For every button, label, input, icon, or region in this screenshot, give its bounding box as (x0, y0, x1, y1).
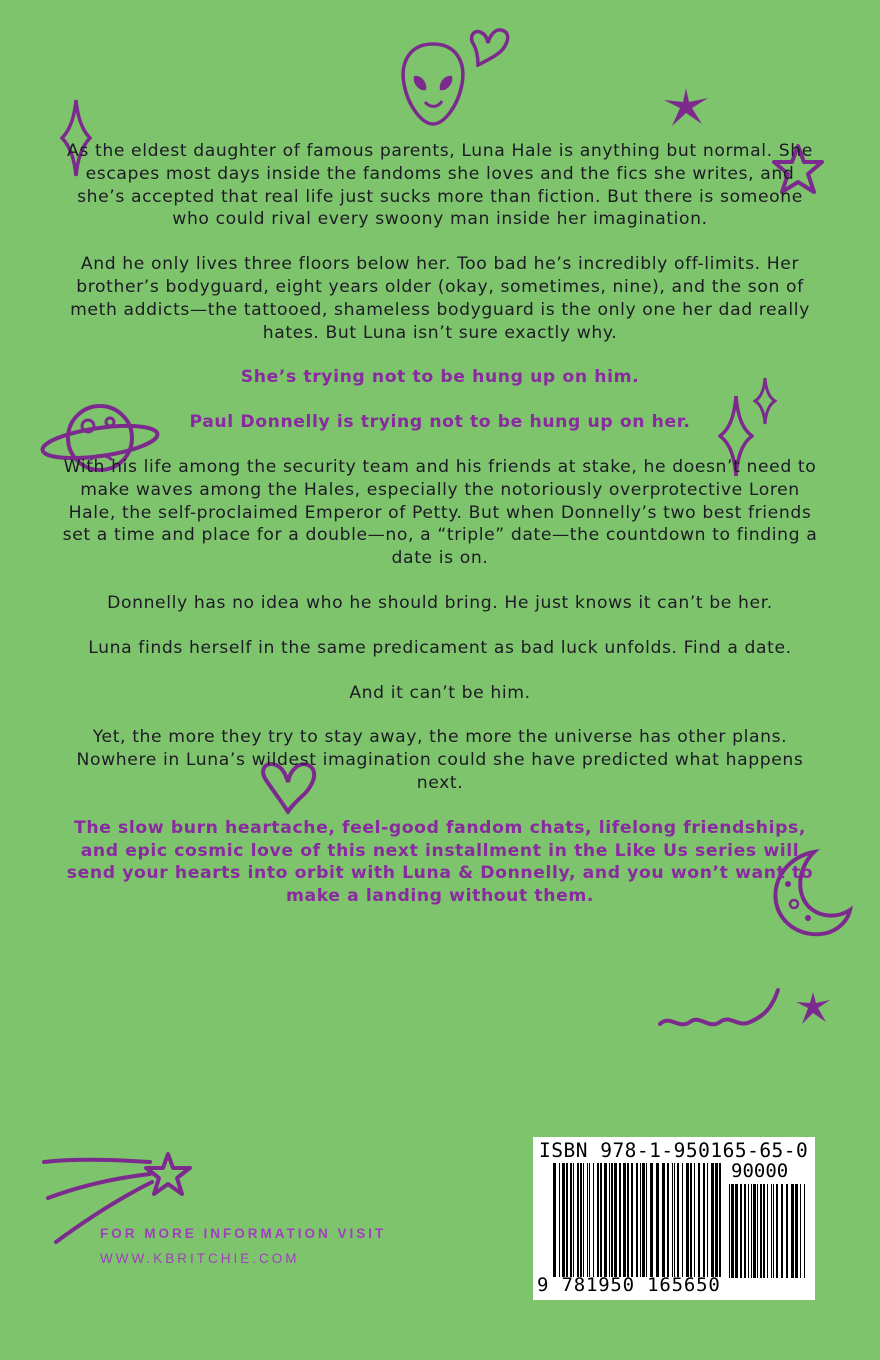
barcode-bar (686, 1163, 689, 1277)
price-addon-number: 90000 (731, 1160, 789, 1182)
barcode-bar (597, 1163, 599, 1277)
barcode-bar (570, 1163, 572, 1277)
barcode-bar (656, 1163, 659, 1277)
barcode-bar (795, 1184, 798, 1278)
blurb-highlight: Paul Donnelly is trying not to be hung up on her. (189, 412, 691, 433)
barcode-bar (573, 1163, 574, 1277)
barcode-bar (786, 1184, 788, 1278)
barcode-bar (698, 1163, 700, 1277)
barcode-bar (609, 1163, 610, 1277)
barcode-bar (566, 1163, 568, 1277)
barcode-bar (791, 1184, 794, 1278)
barcode-bar (781, 1184, 783, 1278)
barcode-bar (636, 1163, 638, 1277)
barcode-bar (580, 1163, 582, 1277)
barcode-bar (767, 1184, 768, 1278)
barcode-bar (646, 1163, 647, 1277)
barcode-bar (804, 1184, 805, 1278)
barcode-bar (583, 1163, 584, 1277)
barcode-bar (715, 1163, 718, 1277)
blurb-tagline: The slow burn heartache, feel-good fandom chats, lifelong friendships, and epic cosmic love of this next installment in the Like Us series will send your hearts into orbit with Luna & Donnelly, and you won’t want to make a landing without them. (66, 817, 814, 907)
barcode-bar (553, 1163, 556, 1277)
barcode-bar (776, 1184, 778, 1278)
barcode-bar (604, 1163, 607, 1277)
isbn-label: ISBN 978-1-950165-65-0 (539, 1139, 809, 1162)
alien-icon (398, 40, 468, 128)
barcode-bar (631, 1163, 633, 1277)
blurb-paragraph: Yet, the more they try to stay away, the more the universe has other plans. Nowhere in Luna’s wildest imagination could she have predicted what happens next. (76, 727, 804, 793)
barcode-bar (662, 1163, 665, 1277)
ean-digits: 9 781950 165650 (537, 1274, 721, 1296)
barcode-bar (600, 1163, 602, 1277)
barcode-bar (667, 1163, 669, 1277)
barcode-bar (674, 1163, 675, 1277)
barcode-bar (729, 1184, 730, 1278)
barcode-bar (627, 1163, 629, 1277)
barcode-bar (763, 1184, 765, 1278)
barcode-bar (677, 1163, 679, 1277)
barcode-bar (748, 1184, 749, 1278)
sparkle-icon (662, 86, 710, 128)
sparkle-icon (794, 990, 832, 1026)
barcode-bar (751, 1184, 752, 1278)
blurb-paragraph: And it can’t be him. (349, 682, 531, 703)
barcode-bar (623, 1163, 626, 1277)
barcode-bar (682, 1163, 683, 1277)
heart-icon (466, 25, 512, 67)
more-info-heading: FOR MORE INFORMATION VISIT (100, 1226, 387, 1241)
barcode-bar (642, 1163, 645, 1277)
blurb-paragraph: Luna finds herself in the same predicament as bad luck unfolds. Find a date. (88, 637, 792, 658)
addon-barcode-bars (729, 1184, 809, 1278)
blurb-paragraph: And he only lives three floors below her. Too bad he’s incredibly off-limits. Her brother’s bodyguard, eight years older (okay, sometimes, nine), and the son of meth addicts—the tattooed, shameless bodyguard is the only one her dad really hates. But Luna isn’t sure exactly why. (70, 254, 810, 343)
barcode-bar (707, 1163, 708, 1277)
barcode-bar (593, 1163, 594, 1277)
isbn-barcode (533, 1137, 815, 1300)
blurb-paragraph: Donnelly has no idea who he should bring. He just knows it can’t be her. (107, 592, 773, 613)
barcode-bar (800, 1184, 801, 1278)
barcode-bar (753, 1184, 756, 1278)
barcode-bar (690, 1163, 692, 1277)
barcode-bar (694, 1163, 695, 1277)
back-cover-blurb (60, 140, 820, 930)
barcode-bar (760, 1184, 762, 1278)
barcode-bar (735, 1184, 738, 1278)
barcode-bar (589, 1163, 590, 1277)
barcode-bar (640, 1163, 641, 1277)
barcode-bar (619, 1163, 621, 1277)
blurb-highlight: She’s trying not to be hung up on him. (240, 367, 640, 388)
barcode-bar (614, 1163, 617, 1277)
barcode-bar (650, 1163, 653, 1277)
barcode-bar (773, 1184, 774, 1278)
barcode-bar (744, 1184, 746, 1278)
barcode-bar (562, 1163, 565, 1277)
barcode-bar (719, 1163, 721, 1277)
barcode-bar (577, 1163, 579, 1277)
blurb-paragraph: As the eldest daughter of famous parents, Luna Hale is anything but normal. She escapes most days inside the fandoms she loves and the fics she writes, and she’s accepted that real life just sucks more than fiction. But there is someone who could rival every swoony man inside her imagination. (67, 141, 813, 230)
barcode-bar (711, 1163, 714, 1277)
barcode-bar (559, 1163, 560, 1277)
barcode-bar (757, 1184, 758, 1278)
barcode-bar (771, 1184, 772, 1278)
ean-barcode-bars (553, 1163, 723, 1281)
squiggle-icon (656, 984, 786, 1034)
barcode-bar (672, 1163, 673, 1277)
barcode-bar (587, 1163, 588, 1277)
barcode-bar (703, 1163, 705, 1277)
website-link[interactable]: WWW.KBRITCHIE.COM (100, 1251, 300, 1266)
blurb-paragraph: With his life among the security team and his friends at stake, he doesn’t need to make waves among the Hales, especially the notoriously overprotective Loren Hale, the self-proclaimed Emperor of Petty. But when Donnelly’s two best friends set a time and place for a double—no, a “triple” date—the countdown to finding a date is on. (62, 456, 818, 569)
barcode-bar (740, 1184, 742, 1278)
barcode-bar (611, 1163, 613, 1277)
barcode-bar (731, 1184, 734, 1278)
